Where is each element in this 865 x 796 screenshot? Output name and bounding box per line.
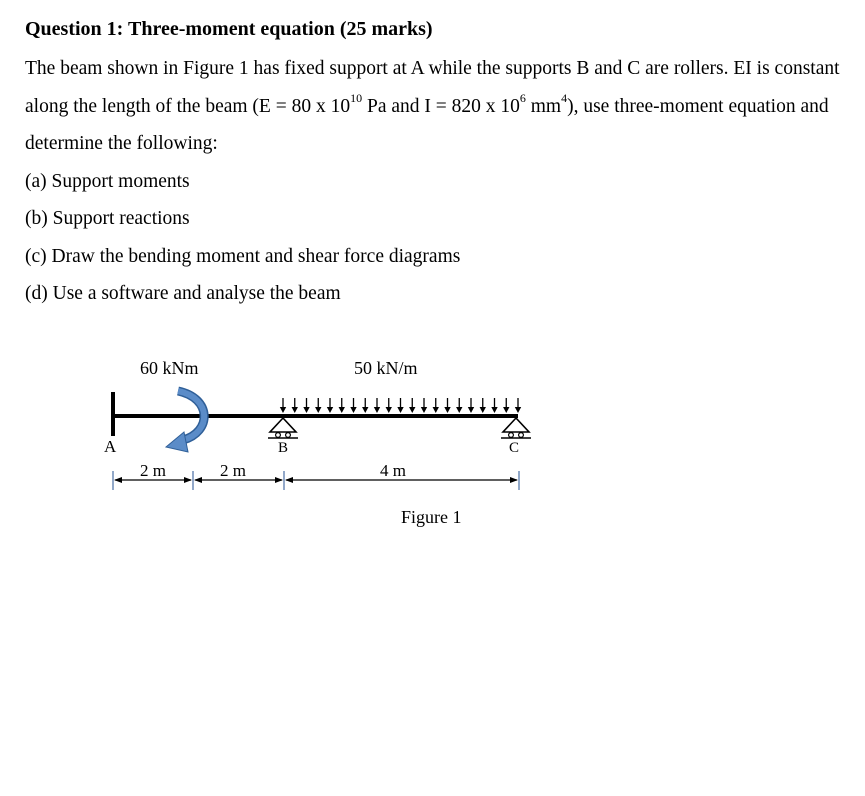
udl-arrow-head	[397, 407, 403, 413]
question-item-a: (a) Support moments	[25, 170, 190, 192]
roller-support-c	[501, 418, 531, 438]
udl-arrow-head	[409, 407, 415, 413]
roller-support-b	[268, 418, 298, 438]
udl-arrow-head	[386, 407, 392, 413]
figure-caption: Figure 1	[401, 507, 462, 527]
question-title: Question 1: Three-moment equation (25 marks)	[25, 18, 433, 40]
udl-arrow-head	[456, 407, 462, 413]
udl-arrow-head	[350, 407, 356, 413]
udl-arrows	[280, 398, 521, 413]
question-item-d: (d) Use a software and analyse the beam	[25, 283, 341, 304]
intro-part-4: ), use three-moment equation and determine the following:	[25, 95, 829, 154]
moment-label: 60 kNm	[140, 358, 199, 378]
support-label-c: C	[509, 440, 520, 456]
udl-arrow-head	[303, 407, 309, 413]
intro-part-2: Pa and I = 820 x 10	[362, 95, 520, 117]
dim-label-2: 2 m	[220, 461, 246, 480]
udl-arrow-head	[491, 407, 497, 413]
applied-moment-icon	[166, 391, 204, 452]
udl-arrow-head	[292, 407, 298, 413]
udl-arrow-head	[503, 407, 509, 413]
intro-exponent-1: 10	[350, 91, 363, 105]
dim-label-1: 2 m	[140, 461, 166, 480]
intro-exponent-2: 6	[519, 91, 526, 105]
support-label-b: B	[278, 440, 289, 456]
udl-arrow-head	[280, 407, 286, 413]
udl-arrow-head	[374, 407, 380, 413]
udl-arrow-head	[362, 407, 368, 413]
intro-exponent-3: 4	[561, 91, 568, 105]
question-item-c: (c) Draw the bending moment and shear force diagrams	[25, 245, 461, 267]
udl-arrow-head	[315, 407, 321, 413]
udl-arrow-head	[515, 407, 521, 413]
udl-arrow-head	[444, 407, 450, 413]
intro-part-3: mm	[525, 95, 562, 117]
udl-arrow-head	[468, 407, 474, 413]
udl-arrow-head	[433, 407, 439, 413]
udl-label: 50 kN/m	[354, 358, 418, 378]
udl-arrow-head	[339, 407, 345, 413]
dim-label-3: 4 m	[380, 461, 406, 480]
question-intro	[25, 50, 845, 163]
question-text	[25, 14, 845, 313]
support-label-a: A	[104, 437, 117, 456]
intro-part-1: The beam shown in Figure 1 has fixed support at A while the supports B and C are rollers. EI is constant along the length of the beam (E = 80 x 10	[25, 58, 840, 117]
udl-arrow-head	[480, 407, 486, 413]
udl-arrow-head	[327, 407, 333, 413]
question-item-b: (b) Support reactions	[25, 208, 190, 229]
udl-arrow-head	[421, 407, 427, 413]
